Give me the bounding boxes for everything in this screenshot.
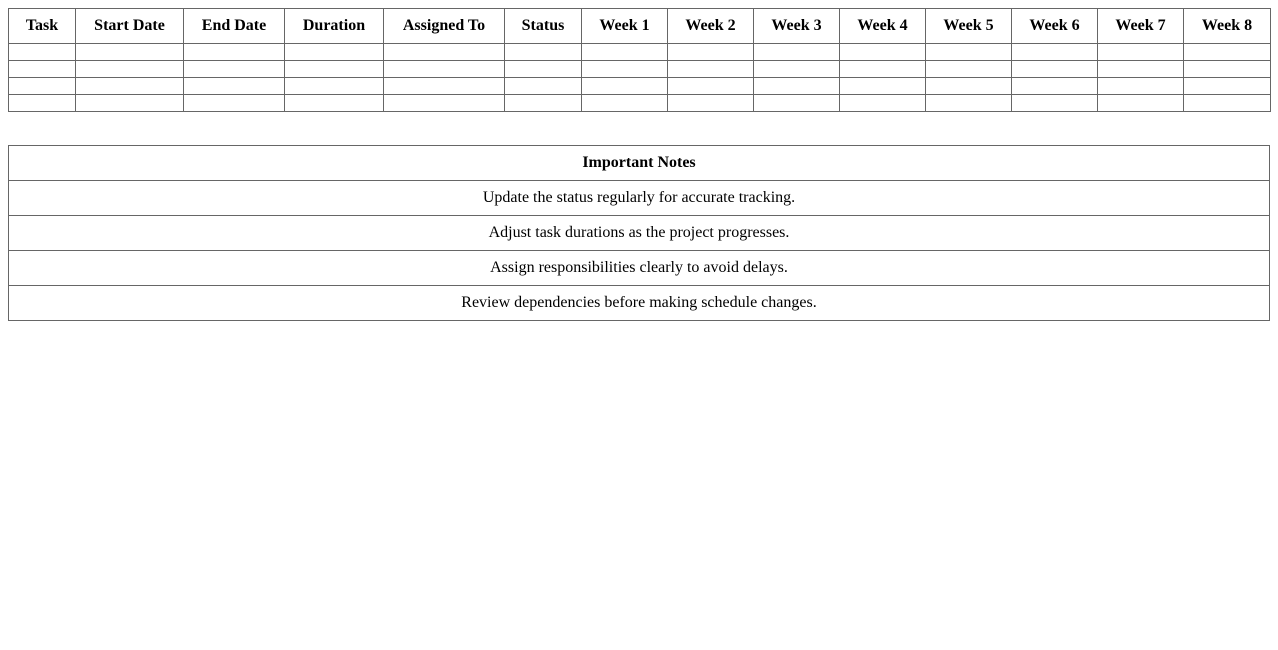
table-row xyxy=(9,95,1271,112)
table-cell xyxy=(285,95,384,112)
column-header: End Date xyxy=(184,9,285,44)
table-cell xyxy=(1098,61,1184,78)
table-cell xyxy=(668,44,754,61)
table-row xyxy=(9,61,1271,78)
table-cell xyxy=(184,44,285,61)
table-cell xyxy=(754,61,840,78)
table-cell xyxy=(754,95,840,112)
table-cell xyxy=(285,78,384,95)
table-cell xyxy=(1184,95,1271,112)
table-cell xyxy=(926,61,1012,78)
table-row xyxy=(9,44,1271,61)
table-cell xyxy=(840,95,926,112)
column-header: Week 2 xyxy=(668,9,754,44)
column-header: Week 4 xyxy=(840,9,926,44)
note-row xyxy=(9,216,1270,251)
note-text: Review dependencies before making schedule changes. xyxy=(9,286,1270,321)
schedule-table xyxy=(8,8,1271,112)
table-cell xyxy=(1012,61,1098,78)
table-cell xyxy=(668,61,754,78)
table-cell xyxy=(840,44,926,61)
table-cell xyxy=(76,78,184,95)
note-row xyxy=(9,251,1270,286)
table-cell xyxy=(1098,95,1184,112)
column-header: Week 7 xyxy=(1098,9,1184,44)
table-cell xyxy=(505,61,582,78)
table-cell xyxy=(668,95,754,112)
table-cell xyxy=(505,44,582,61)
table-cell xyxy=(9,95,76,112)
table-cell xyxy=(668,78,754,95)
note-text: Assign responsibilities clearly to avoid delays. xyxy=(9,251,1270,286)
table-cell xyxy=(582,95,668,112)
column-header: Week 1 xyxy=(582,9,668,44)
table-cell xyxy=(840,78,926,95)
note-row xyxy=(9,181,1270,216)
table-cell xyxy=(754,44,840,61)
note-row xyxy=(9,286,1270,321)
table-cell xyxy=(582,44,668,61)
table-cell xyxy=(1098,44,1184,61)
column-header: Duration xyxy=(285,9,384,44)
table-cell xyxy=(9,78,76,95)
table-cell xyxy=(1012,44,1098,61)
column-header: Task xyxy=(9,9,76,44)
table-cell xyxy=(285,44,384,61)
table-cell xyxy=(1184,78,1271,95)
table-cell xyxy=(1012,78,1098,95)
column-header: Week 6 xyxy=(1012,9,1098,44)
table-cell xyxy=(1184,61,1271,78)
table-cell xyxy=(384,78,505,95)
column-header: Week 3 xyxy=(754,9,840,44)
table-cell xyxy=(9,44,76,61)
table-cell xyxy=(184,61,285,78)
table-cell xyxy=(505,78,582,95)
table-row xyxy=(9,78,1271,95)
table-cell xyxy=(926,78,1012,95)
table-cell xyxy=(9,61,76,78)
table-cell xyxy=(1012,95,1098,112)
table-cell xyxy=(505,95,582,112)
table-cell xyxy=(1098,78,1184,95)
table-cell xyxy=(184,78,285,95)
column-header: Status xyxy=(505,9,582,44)
table-cell xyxy=(384,44,505,61)
table-cell xyxy=(384,61,505,78)
notes-title: Important Notes xyxy=(9,146,1270,181)
table-cell xyxy=(285,61,384,78)
table-cell xyxy=(76,44,184,61)
table-cell xyxy=(1184,44,1271,61)
table-cell xyxy=(754,78,840,95)
schedule-header-row xyxy=(9,9,1271,44)
notes-table xyxy=(8,145,1270,321)
column-header: Assigned To xyxy=(384,9,505,44)
table-cell xyxy=(184,95,285,112)
column-header: Week 5 xyxy=(926,9,1012,44)
table-cell xyxy=(384,95,505,112)
column-header: Start Date xyxy=(76,9,184,44)
table-cell xyxy=(926,95,1012,112)
note-text: Adjust task durations as the project progresses. xyxy=(9,216,1270,251)
note-text: Update the status regularly for accurate tracking. xyxy=(9,181,1270,216)
table-cell xyxy=(840,61,926,78)
table-cell xyxy=(76,95,184,112)
table-cell xyxy=(76,61,184,78)
column-header: Week 8 xyxy=(1184,9,1271,44)
table-cell xyxy=(582,78,668,95)
table-cell xyxy=(582,61,668,78)
table-cell xyxy=(926,44,1012,61)
